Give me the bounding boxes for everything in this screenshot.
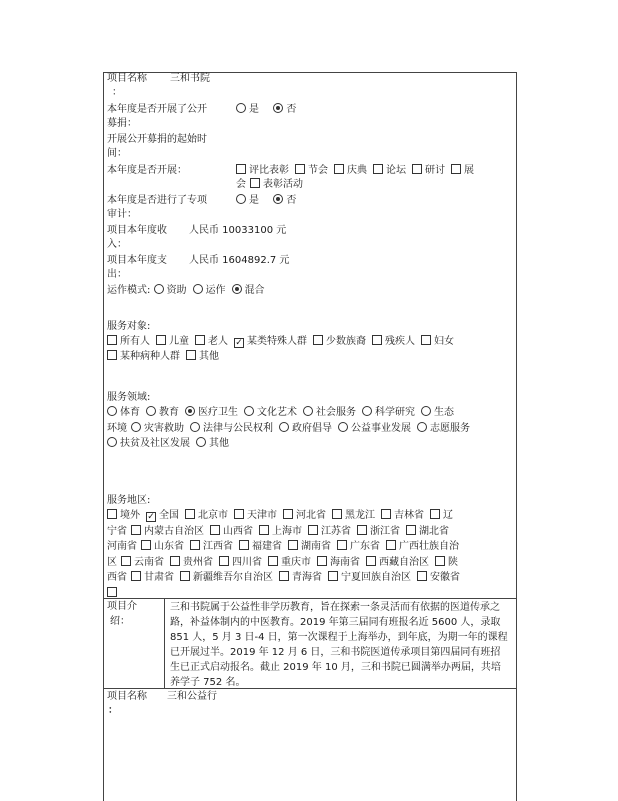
project-name-value: 三和书院 — [170, 73, 210, 84]
checkbox-icon[interactable]: ✓ — [235, 338, 243, 348]
box-option-1[interactable] — [295, 165, 328, 176]
project2-name-colon: ： — [108, 705, 118, 716]
checkbox-icon[interactable] — [131, 525, 141, 535]
option-label: 扶贫及社区发展 — [120, 438, 190, 449]
service-fields-label: 服务领域: — [107, 392, 151, 403]
option-label: 青海省 — [292, 572, 322, 583]
radio-icon[interactable] — [185, 406, 195, 416]
radio-option-0[interactable] — [154, 285, 187, 296]
option-label: 山西省 — [223, 525, 253, 537]
option-label: 某种病种人群 — [120, 351, 180, 362]
option-label: 所有人 — [120, 336, 150, 347]
option-label: 西藏自治区 — [379, 556, 429, 568]
box-option-1[interactable] — [170, 557, 213, 568]
option-label: 公益事业发展 — [351, 423, 411, 434]
option-label: 法律与公民权利 — [203, 423, 273, 434]
box-option-3[interactable] — [268, 557, 311, 568]
checkbox-icon[interactable] — [170, 556, 180, 566]
checkbox-icon[interactable] — [210, 525, 220, 535]
box-option-3[interactable] — [308, 526, 351, 537]
option-label: 评比表彰 — [249, 165, 289, 176]
fundraise-yes-label: 是 — [249, 104, 259, 115]
radio-icon[interactable] — [190, 422, 200, 432]
service-targets-label: 服务对象: — [107, 321, 151, 332]
option-label: 节会 — [308, 165, 328, 176]
radio-icon[interactable] — [131, 422, 141, 432]
checkbox-icon[interactable] — [313, 335, 323, 345]
box-option-2[interactable] — [239, 541, 282, 552]
option-label: 运作 — [205, 285, 226, 296]
box-option-5[interactable] — [386, 541, 459, 552]
box-option-4[interactable] — [313, 336, 366, 347]
option-label: 研讨 — [425, 165, 445, 176]
option-label: 文化艺术 — [257, 407, 297, 418]
option-label: 资助 — [166, 285, 187, 296]
checkbox-icon[interactable] — [156, 335, 166, 345]
option-label: 表彰活动 — [263, 179, 303, 190]
box-option-7[interactable] — [430, 510, 453, 521]
fundraise-yes-radio[interactable] — [236, 103, 246, 113]
box-option-1[interactable] — [186, 351, 219, 362]
box-option-1[interactable] — [210, 526, 253, 537]
radio-icon[interactable] — [107, 437, 117, 447]
radio-option-0[interactable] — [107, 438, 190, 449]
checkbox-icon[interactable] — [406, 525, 416, 535]
checkbox-icon[interactable] — [283, 509, 293, 519]
box-option-4[interactable] — [317, 557, 360, 568]
intro-label-cont: 绍： — [110, 616, 130, 627]
option-label: 湖南省 — [301, 541, 331, 552]
checkbox-icon[interactable] — [337, 540, 347, 550]
project-name-label: 项目名称 — [107, 73, 147, 84]
checkbox-icon[interactable] — [372, 335, 382, 345]
checkbox-icon[interactable] — [421, 335, 431, 345]
checkbox-icon[interactable] — [268, 556, 278, 566]
option-label: 庆典 — [347, 165, 367, 176]
fundraise-no-radio[interactable] — [273, 103, 283, 113]
service-regions-line — [107, 571, 466, 585]
box-option-0[interactable] — [107, 510, 140, 521]
radio-icon[interactable] — [232, 284, 242, 294]
intro-column-divider — [164, 598, 165, 688]
option-label: 江西省 — [203, 541, 233, 552]
fundraise-label-cont: 募捐： — [107, 118, 137, 129]
radio-option-2[interactable] — [279, 423, 332, 434]
box-option-1[interactable] — [180, 572, 273, 583]
option-label: 云南省 — [134, 556, 164, 568]
option-label: 新疆维吾尔自治区 — [193, 572, 273, 583]
checkbox-icon[interactable] — [412, 164, 422, 174]
expense-label-cont: 出： — [107, 269, 127, 280]
income-value: 人民币 10033100 元 — [189, 225, 287, 236]
option-label: 福建省 — [252, 541, 282, 552]
checkbox-icon[interactable] — [295, 164, 305, 174]
box-option-5[interactable] — [332, 510, 375, 521]
project-name-colon: ： — [112, 87, 122, 98]
radio-icon[interactable] — [362, 406, 372, 416]
box-option-0[interactable] — [131, 572, 174, 583]
option-label: 某类特殊人群 — [247, 336, 307, 347]
box-option-0[interactable] — [107, 351, 180, 362]
checkbox-icon[interactable] — [186, 350, 196, 360]
service-regions-line — [107, 556, 464, 570]
checkbox-icon[interactable] — [195, 335, 205, 345]
project2-name-value: 三和公益行 — [167, 691, 217, 702]
option-label: 重庆市 — [281, 556, 311, 568]
fundraise-options — [236, 103, 296, 117]
option-label: 科学研究 — [375, 407, 415, 418]
radio-option-0[interactable] — [107, 407, 140, 418]
box-option-6[interactable] — [421, 336, 454, 347]
box-option-4[interactable] — [337, 541, 380, 552]
checkbox-icon[interactable] — [288, 540, 298, 550]
radio-icon[interactable] — [154, 284, 164, 294]
wrapped-label-fragment: 会 — [236, 179, 246, 190]
box-option-2[interactable] — [279, 572, 322, 583]
checkbox-icon[interactable] — [250, 178, 260, 188]
start-time-label: 开展公开募捐的起始时 — [107, 134, 207, 145]
project-intro-text: 三和书院属于公益性非学历教育，旨在探索一条灵活而有依据的医道传承之路，补益体制内的中医教育。2019 年第三届同有班报名近 5600 人，录取 851 人，5 月 3 日-4 日，第一次课程于上海举办，到年底，为期一年的课程已开展过半。2019 年 12 月 6 日，三和书院医道传承项目第四届同有班招生已正式启动报名。截止 2019 年 10 月，三和书院已圆满举办两届，共培养学子 752 名。 — [170, 602, 508, 688]
box-option-3[interactable] — [288, 541, 331, 552]
checkbox-icon[interactable]: ✓ — [147, 512, 155, 522]
box-option-4[interactable] — [283, 510, 326, 521]
expense-label: 项目本年度支 — [107, 255, 167, 266]
fundraise-label: 本年度是否开展了公开 — [107, 104, 207, 115]
radio-icon[interactable] — [196, 437, 206, 447]
checkbox-icon[interactable] — [366, 556, 376, 566]
checkbox-icon[interactable] — [141, 540, 151, 550]
wrapped-label-fragment: 西省 — [107, 572, 127, 583]
audit-options — [236, 194, 296, 208]
service-regions-line — [107, 525, 455, 539]
radio-option-0[interactable] — [131, 423, 184, 434]
box-option-4[interactable] — [417, 572, 460, 583]
box-option-4[interactable] — [357, 526, 400, 537]
service-fields-line1 — [107, 406, 460, 420]
option-label: 体育 — [120, 407, 140, 418]
radio-icon[interactable] — [146, 406, 156, 416]
radio-icon[interactable] — [421, 406, 431, 416]
box-option-4[interactable] — [412, 165, 445, 176]
option-label: 天津市 — [247, 510, 277, 521]
box-option-6[interactable] — [381, 510, 424, 521]
checkbox-icon[interactable] — [107, 350, 117, 360]
checkbox-icon[interactable] — [190, 540, 200, 550]
checkbox-icon[interactable] — [131, 571, 141, 581]
option-label: 宁夏回族自治区 — [341, 572, 411, 583]
checkbox-icon[interactable] — [417, 571, 427, 581]
operating-mode-row — [107, 284, 271, 298]
box-option-0[interactable] — [141, 541, 184, 552]
option-label: 安徽省 — [430, 572, 460, 583]
service-regions-label: 服务地区: — [107, 495, 151, 506]
checkbox-icon[interactable] — [328, 571, 338, 581]
option-label: 江苏省 — [321, 525, 351, 537]
radio-option-4[interactable] — [417, 423, 470, 434]
box-option-3[interactable] — [373, 165, 406, 176]
option-label: 展 — [464, 165, 474, 176]
checkbox-icon[interactable] — [373, 164, 383, 174]
box-option-0[interactable] — [121, 557, 164, 568]
service-targets-line1 — [107, 335, 460, 349]
option-label: 湖北省 — [419, 525, 449, 537]
wrapped-label-fragment: 河南省 — [107, 541, 137, 552]
checkbox-icon[interactable] — [317, 556, 327, 566]
radio-icon[interactable] — [193, 284, 203, 294]
service-targets-line2 — [107, 350, 225, 364]
option-label: 吉林省 — [394, 510, 424, 521]
option-label: 广西壮族自治 — [399, 541, 459, 552]
wrapped-label-fragment: 宁省 — [107, 525, 127, 537]
option-label: 残疾人 — [385, 336, 415, 347]
audit-no-radio[interactable] — [273, 194, 283, 204]
operating-mode-label: 运作模式: — [107, 285, 151, 296]
option-label: 妇女 — [434, 336, 454, 347]
wrapped-label-fragment: 环境 — [107, 423, 127, 434]
radio-icon[interactable] — [417, 422, 427, 432]
radio-option-2[interactable] — [185, 407, 238, 418]
box-option-5[interactable] — [406, 526, 449, 537]
radio-icon[interactable] — [244, 406, 254, 416]
box-option-2[interactable] — [195, 336, 228, 347]
radio-option-3[interactable] — [338, 423, 411, 434]
checkbox-icon[interactable] — [107, 335, 117, 345]
radio-option-1[interactable] — [193, 285, 226, 296]
box-option-5[interactable] — [372, 336, 415, 347]
checkbox-icon[interactable] — [185, 509, 195, 519]
radio-option-3[interactable] — [244, 407, 297, 418]
income-label-cont: 入： — [107, 239, 127, 250]
audit-label-cont: 审计： — [107, 209, 137, 220]
option-label: 贵州省 — [183, 556, 213, 568]
option-label: 海南省 — [330, 556, 360, 568]
option-label: 少数族裔 — [326, 336, 366, 347]
checkbox-icon[interactable] — [236, 164, 246, 174]
option-label: 全国 — [159, 510, 179, 521]
radio-option-4[interactable] — [303, 407, 356, 418]
audit-yes-label: 是 — [249, 195, 259, 206]
start-time-label-cont: 间： — [107, 148, 127, 159]
radio-option-1[interactable] — [196, 438, 229, 449]
box-option-0[interactable] — [236, 165, 289, 176]
option-label: 志愿服务 — [430, 423, 470, 434]
project2-name-label: 项目名称 — [107, 691, 147, 702]
fundraise-no-label: 否 — [286, 104, 297, 115]
option-label: 四川省 — [232, 556, 262, 568]
option-label: 陕 — [448, 556, 458, 568]
option-label: 教育 — [159, 407, 179, 418]
audit-yes-radio[interactable] — [236, 194, 246, 204]
option-label: 山东省 — [154, 541, 184, 552]
box-option-0[interactable] — [250, 179, 303, 190]
radio-icon[interactable] — [303, 406, 313, 416]
box-option-2[interactable] — [185, 510, 228, 521]
box-option-3[interactable] — [234, 336, 307, 347]
checkbox-icon[interactable] — [357, 525, 367, 535]
radio-option-2[interactable] — [232, 285, 265, 296]
checkbox-icon[interactable] — [332, 509, 342, 519]
checkbox-icon[interactable] — [180, 571, 190, 581]
option-label: 广东省 — [350, 541, 380, 552]
box-option-1[interactable] — [190, 541, 233, 552]
box-option-0[interactable] — [107, 336, 150, 347]
radio-option-1[interactable] — [190, 423, 273, 434]
checkbox-icon[interactable] — [435, 556, 445, 566]
service-regions-line — [107, 509, 459, 523]
checkbox-icon[interactable] — [239, 540, 249, 550]
option-label: 内蒙古自治区 — [144, 525, 204, 537]
radio-option-5[interactable] — [362, 407, 415, 418]
checkbox-icon[interactable] — [107, 509, 117, 519]
option-label: 境外 — [120, 510, 140, 521]
checkbox-icon[interactable] — [381, 509, 391, 519]
radio-option-6[interactable] — [421, 407, 454, 418]
option-label: 医疗卫生 — [198, 407, 238, 418]
checkbox-icon[interactable] — [334, 164, 344, 174]
wrapped-label-fragment: 区 — [107, 556, 117, 568]
service-fields-line2 — [107, 422, 476, 436]
option-label: 社会服务 — [316, 407, 356, 418]
option-label: 其他 — [209, 438, 229, 449]
option-label: 辽 — [443, 510, 453, 521]
radio-icon[interactable] — [107, 406, 117, 416]
radio-option-1[interactable] — [146, 407, 179, 418]
checkbox-icon[interactable] — [279, 571, 289, 581]
option-label: 政府倡导 — [292, 423, 332, 434]
intro-bottom-divider — [103, 688, 516, 689]
option-label: 混合 — [244, 285, 265, 296]
box-option-5[interactable] — [451, 165, 474, 176]
option-label: 甘肃省 — [144, 572, 174, 583]
box-option-2[interactable] — [219, 557, 262, 568]
service-regions-line — [107, 540, 465, 554]
activities-options-line2 — [236, 178, 309, 192]
radio-icon[interactable] — [279, 422, 289, 432]
box-option-1[interactable] — [156, 336, 189, 347]
box-option-3[interactable] — [234, 510, 277, 521]
box-option-2[interactable] — [334, 165, 367, 176]
checkbox-icon[interactable] — [308, 525, 318, 535]
box-option-5[interactable] — [366, 557, 429, 568]
checkbox-icon[interactable] — [430, 509, 440, 519]
box-option-6[interactable] — [435, 557, 458, 568]
option-label: 论坛 — [386, 165, 406, 176]
option-label: 灾害救助 — [144, 423, 184, 434]
option-label: 黑龙江 — [345, 510, 375, 521]
checkbox-icon[interactable] — [107, 587, 117, 597]
option-label: 河北省 — [296, 510, 326, 521]
activities-label: 本年度是否开展： — [107, 165, 187, 176]
service-fields-line3 — [107, 437, 235, 451]
intro-label: 项目介 — [107, 601, 137, 612]
audit-label: 本年度是否进行了专项 — [107, 195, 207, 206]
audit-no-label: 否 — [286, 195, 297, 206]
checkbox-icon[interactable] — [121, 556, 131, 566]
activities-options-line1 — [236, 164, 480, 178]
box-option-0[interactable] — [131, 526, 204, 537]
option-label: 老人 — [208, 336, 228, 347]
option-label: 上海市 — [272, 525, 302, 537]
checkbox-icon[interactable] — [451, 164, 461, 174]
box-option-1[interactable] — [146, 510, 179, 521]
box-option-3[interactable] — [328, 572, 411, 583]
checkbox-icon[interactable] — [386, 540, 396, 550]
checkbox-icon[interactable] — [219, 556, 229, 566]
box-option-2[interactable] — [259, 526, 302, 537]
option-label: 其他 — [199, 351, 219, 362]
option-label: 浙江省 — [370, 525, 400, 537]
checkbox-icon[interactable] — [234, 509, 244, 519]
income-label: 项目本年度收 — [107, 225, 167, 236]
checkbox-icon[interactable] — [259, 525, 269, 535]
option-label: 生态 — [434, 407, 454, 418]
radio-icon[interactable] — [338, 422, 348, 432]
expense-value: 人民币 1604892.7 元 — [189, 255, 290, 266]
option-label: 儿童 — [169, 336, 189, 347]
option-label: 北京市 — [198, 510, 228, 521]
